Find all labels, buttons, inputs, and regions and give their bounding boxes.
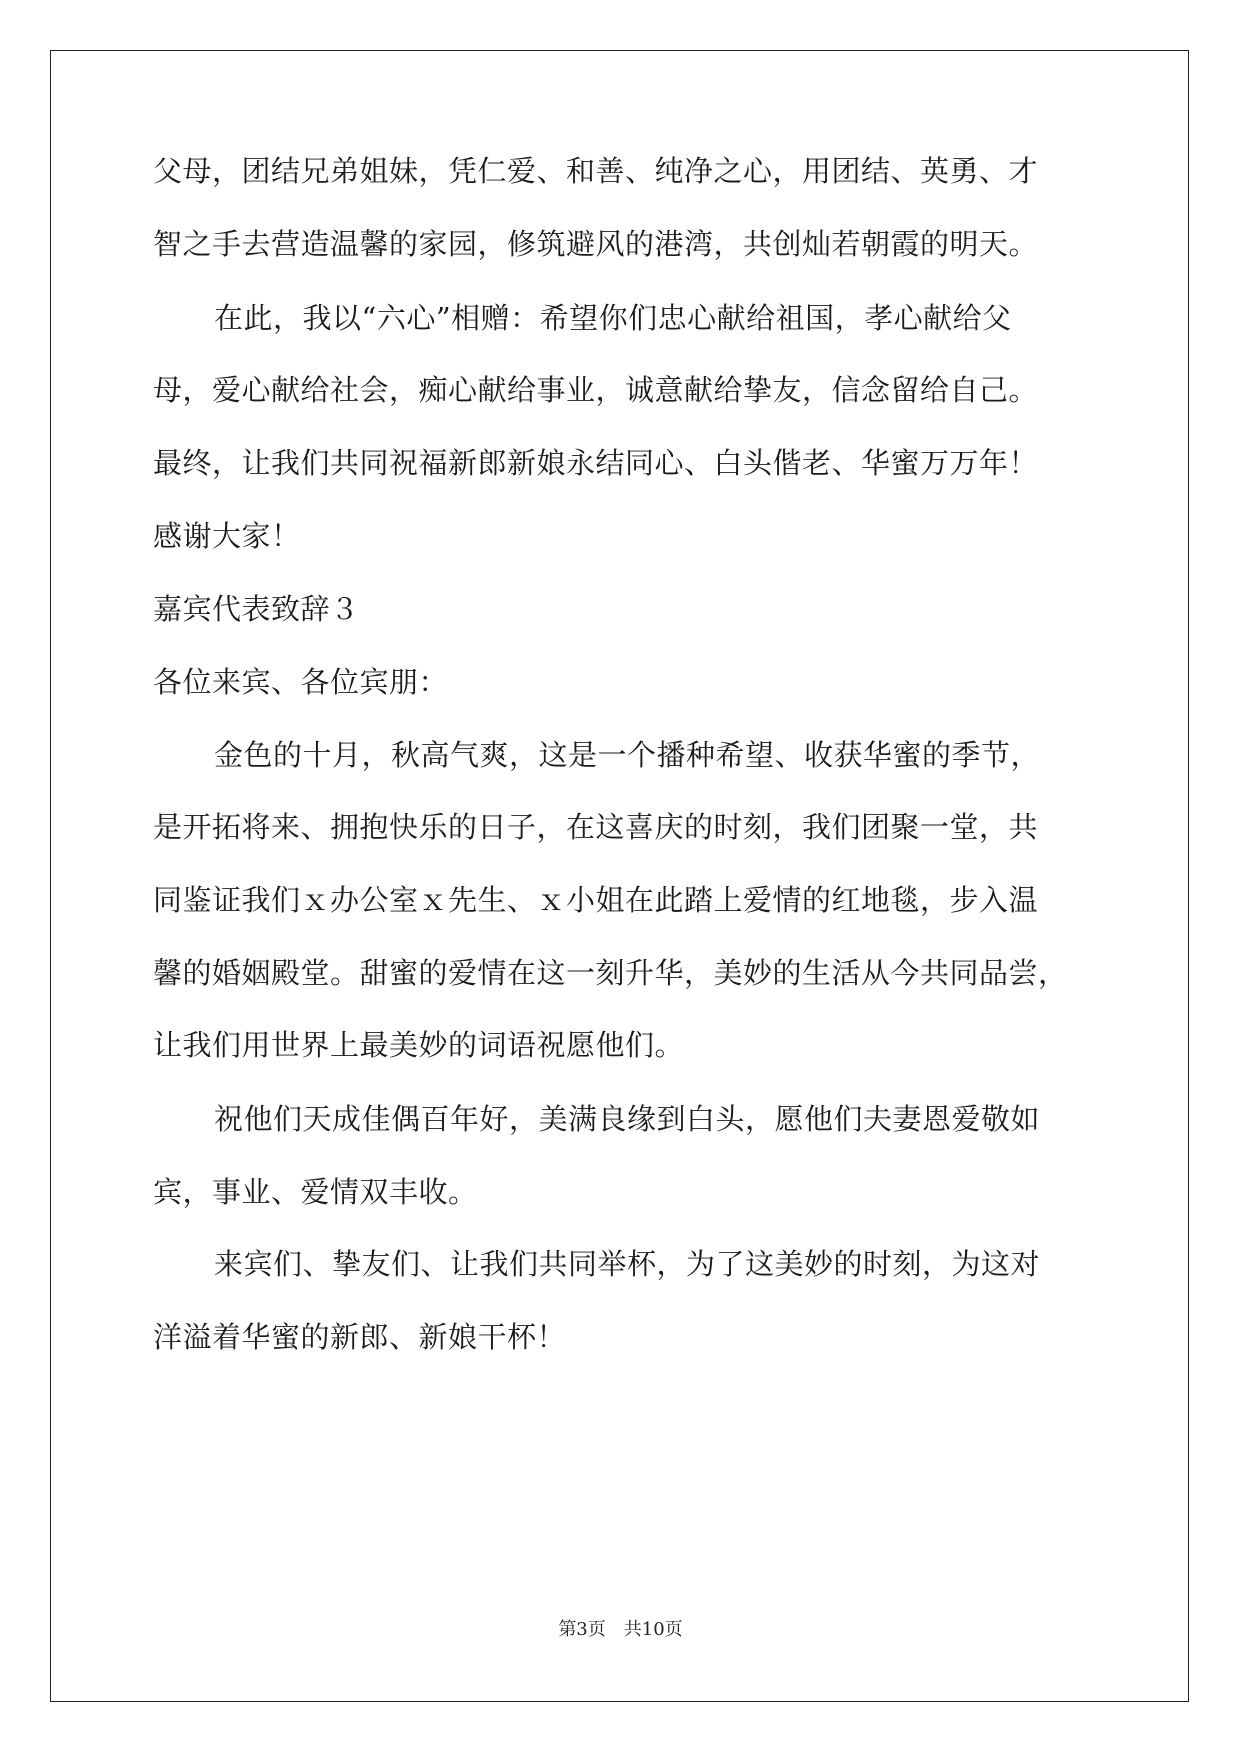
text-line: 智之手去营造温馨的家园，修筑避风的港湾，共创灿若朝霞的明天。 bbox=[153, 227, 1039, 261]
paragraph-start: 来宾们、挚友们、让我们共同举杯，为了这美妙的时刻，为这对 bbox=[214, 1247, 1041, 1281]
salutation: 各位来宾、各位宾朋： bbox=[153, 665, 449, 699]
paragraph-start: 祝他们天成佳偶百年好，美满良缘到白头，愿他们夫妻恩爱敬如 bbox=[214, 1102, 1041, 1136]
text-line: 是开拓将来、拥抱快乐的日子，在这喜庆的时刻，我们团聚一堂，共 bbox=[153, 810, 1039, 844]
text-line: 让我们用世界上最美妙的词语祝愿他们。 bbox=[153, 1028, 685, 1062]
text-line: 宾，事业、爱情双丰收。 bbox=[153, 1175, 478, 1209]
text-line: 洋溢着华蜜的新郎、新娘干杯！ bbox=[153, 1320, 567, 1354]
paragraph-start: 金色的十月，秋高气爽，这是一个播种希望、收获华蜜的季节， bbox=[214, 738, 1041, 772]
section-heading: 嘉宾代表致辞３ bbox=[153, 592, 360, 626]
text-line: 母，爱心献给社会，痴心献给事业，诚意献给挚友，信念留给自己。 bbox=[153, 373, 1039, 407]
page-number: 第3页 共10页 bbox=[558, 1619, 683, 1640]
text-line: 同鉴证我们ｘ办公室ｘ先生、ｘ小姐在此踏上爱情的红地毯，步入温 bbox=[153, 883, 1039, 917]
paragraph-start: 在此，我以“六心”相赠：希望你们忠心献给祖国，孝心献给父 bbox=[214, 301, 1012, 335]
text-line: 馨的婚姻殿堂。甜蜜的爱情在这一刻升华，美妙的生活从今共同品尝， bbox=[153, 956, 1068, 990]
text-line: 父母，团结兄弟姐妹，凭仁爱、和善、纯净之心，用团结、英勇、才 bbox=[153, 154, 1039, 188]
text-line: 最终，让我们共同祝福新郎新娘永结同心、白头偕老、华蜜万万年！ bbox=[153, 446, 1039, 480]
text-line: 感谢大家！ bbox=[153, 519, 301, 553]
